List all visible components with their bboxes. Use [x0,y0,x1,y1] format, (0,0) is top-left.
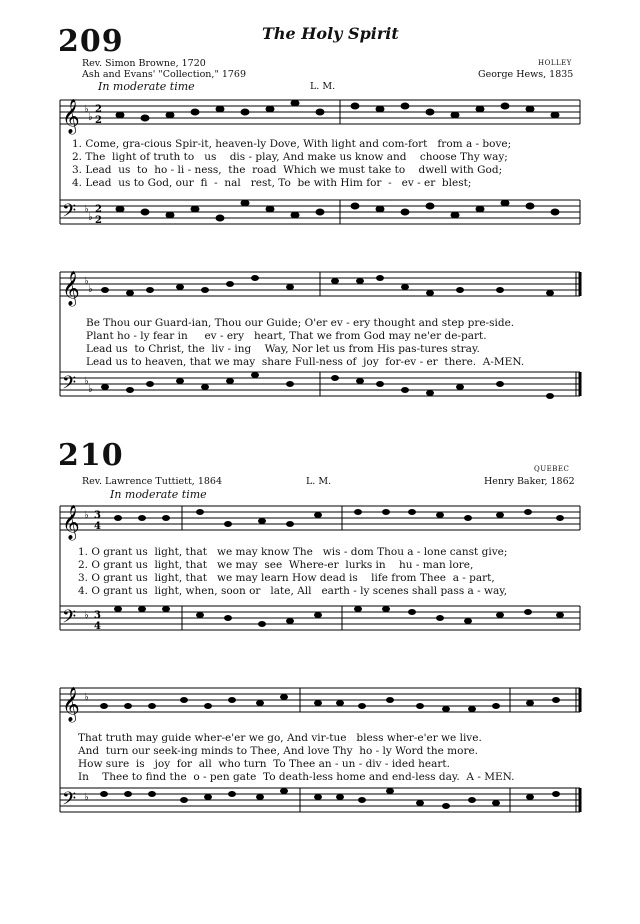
verse-line: 2. The light of truth to us dis - play, And make us know and choose Thy way; [72,151,508,163]
verse-line: How sure is joy for all who turn To Thee an - un - div - ided heart. [78,758,450,770]
verse-line: 4. Lead us to God, our fi - nal rest, To be with Him for - ev - er blest; [72,177,472,189]
svg-text:𝄢: 𝄢 [62,373,77,398]
svg-text:♭: ♭ [88,212,93,223]
verse-line: That truth may guide wher-e'er we go, And vir-tue bless wher-e'er we live. [78,732,482,744]
meter-marking: L. M. [310,81,336,92]
hymn-number: 210 [58,438,124,473]
svg-text:𝄞: 𝄞 [62,687,80,722]
verse-line: 2. O grant us light, that we may see Where-er lurks in hu - man lore, [78,559,474,571]
svg-text:2: 2 [95,115,102,126]
author-credit: Rev. Simon Browne, 1720 [82,58,206,69]
svg-text:♭: ♭ [88,284,93,295]
svg-text:♭: ♭ [88,384,93,395]
svg-text:𝄢: 𝄢 [62,201,77,226]
verse-line: Lead us to heaven, that we may share Full-ness of joy for-ev - er there. A-MEN. [86,356,525,368]
svg-text:𝄞: 𝄞 [62,505,80,540]
svg-text:4: 4 [94,621,101,632]
svg-text:♭: ♭ [84,276,89,287]
svg-text:♭: ♭ [84,510,89,521]
svg-text:♭: ♭ [84,376,89,387]
svg-text:2: 2 [95,204,102,215]
verse-line: 1. Come, gra-cious Spir-it, heaven-ly Dove, With light and com-fort from a - bove; [72,138,512,150]
composer-credit: Henry Baker, 1862 [484,476,575,487]
hymn-title: The Holy Spirit [262,24,399,43]
svg-text:2: 2 [95,215,102,226]
svg-text:♭: ♭ [84,204,89,215]
author-credit: Rev. Lawrence Tuttiett, 1864 [82,476,223,487]
verse-line: Plant ho - ly fear in ev - ery heart, That we from God may ne'er de-part. [86,330,487,342]
svg-text:♭: ♭ [84,104,89,115]
tune-name: QUEBEC [534,465,570,473]
svg-text:𝄞: 𝄞 [62,271,80,306]
svg-text:𝄢: 𝄢 [62,607,77,632]
tune-name: HOLLEY [538,59,572,67]
tempo-marking: In moderate time [98,80,195,93]
verse-line: 3. O grant us light, that we may learn How dead is life from Thee a - part, [78,572,495,584]
svg-text:3: 3 [94,510,101,521]
svg-text:♭: ♭ [84,610,89,621]
author-credit-secondary: Ash and Evans' "Collection," 1769 [82,69,247,80]
svg-text:♭: ♭ [88,112,93,123]
svg-text:3: 3 [94,610,101,621]
verse-line: 4. O grant us light, when, soon or late, All earth - ly scenes shall pass a - way, [78,585,508,597]
svg-text:𝄞: 𝄞 [62,99,80,134]
verse-line: And turn our seek-ing minds to Thee, And love Thy ho - ly Word the more. [78,745,479,757]
composer-credit: George Hews, 1835 [478,69,574,80]
svg-text:4: 4 [94,521,101,532]
meter-marking: L. M. [306,476,332,487]
tempo-marking: In moderate time [110,488,207,501]
svg-text:2: 2 [95,104,102,115]
svg-text:♭: ♭ [84,692,89,703]
verse-line: Be Thou our Guard-ian, Thou our Guide; O'er ev - ery thought and step pre-side. [86,317,515,329]
svg-text:♭: ♭ [84,792,89,803]
verse-line: 1. O grant us light, that we may know The wis - dom Thou a - lone canst give; [78,546,508,558]
verse-line: Lead us to Christ, the liv - ing Way, Nor let us from His pas-tures stray. [86,343,480,355]
svg-text:𝄢: 𝄢 [62,789,77,814]
verse-line: 3. Lead us to ho - li - ness, the road Which we must take to dwell with God; [72,164,503,176]
verse-line: In Thee to find the o - pen gate To death-less home and end-less day. A - MEN. [78,771,515,783]
hymn-number: 209 [58,24,124,59]
